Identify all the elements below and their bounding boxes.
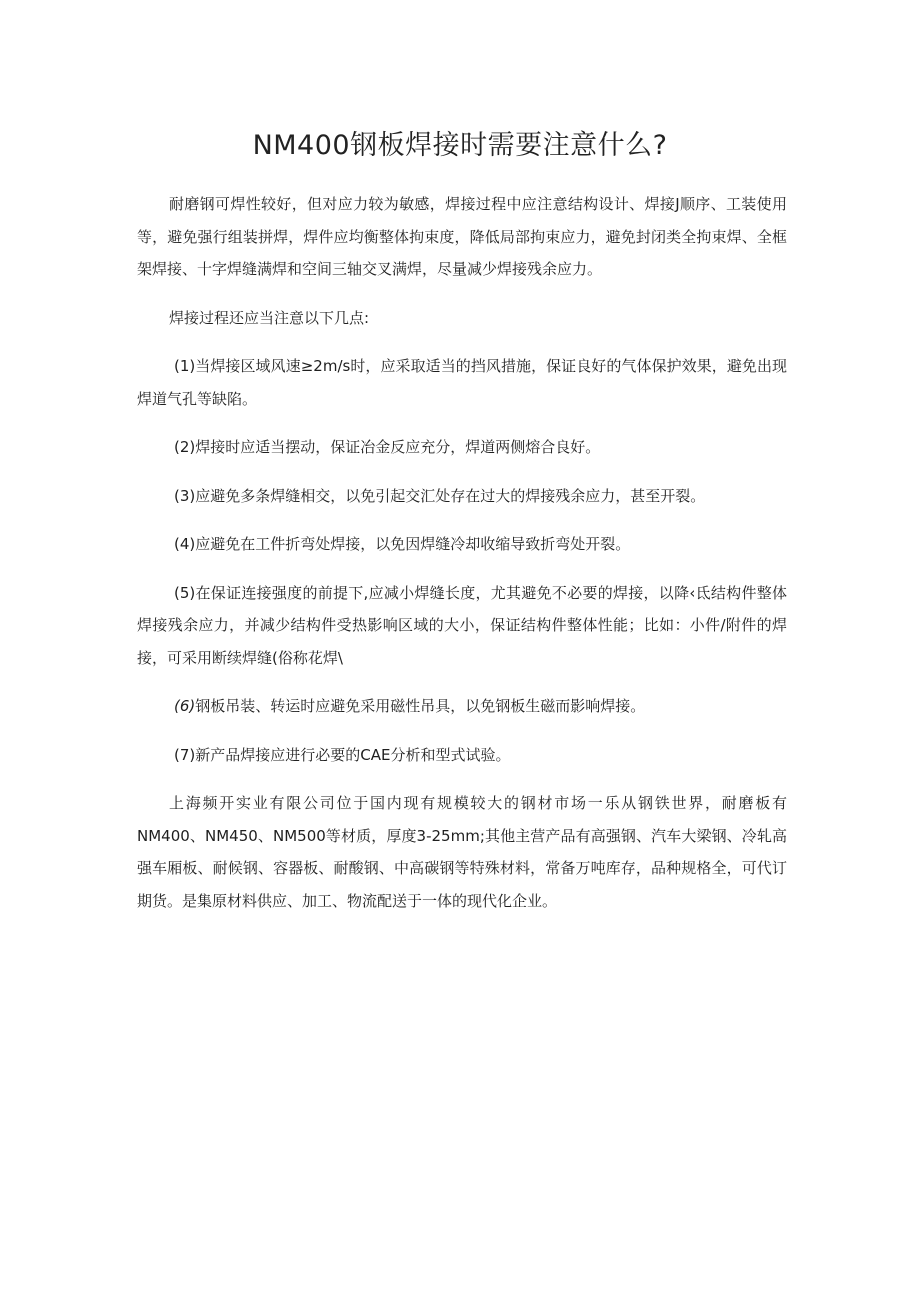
document-title: NM400钢板焊接时需要注意什么? (252, 130, 668, 161)
points-heading: 焊接过程还应当注意以下几点: (169, 308, 370, 327)
intro-paragraph: 耐磨钢可焊性较好，但对应力较为敏感，焊接过程中应注意结构设计、焊接J顺序、工装使用等，避免强行组装拼焊，焊件应均衡整体拘束度，降低局部拘束应力，避免封闭类全拘束焊、全框架焊接、十字焊缝满焊和空间三轴交叉满焊，尽量减少焊接残余应力。 (137, 195, 787, 278)
company-paragraph: 上海频开实业有限公司位于国内现有规模较大的钢材市场一乐从钢铁世界，耐磨板有NM400、NM450、NM500等材质，厚度3-25mm;其他主营产品有高强钢、汽车大梁钢、冷轧高强车厢板、耐候钢、容器板、耐酸钢、中高碳钢等特殊材料，常备万吨库存，品种规格全，可代订期货。是集原材料供应、加工、物流配送于一体的现代化企业。 (137, 794, 787, 910)
point-6 (137, 690, 787, 723)
point-6-text: 钢板吊装、转运时应避免采用磁性吊具，以免钢板生磁而影响焊接。 (195, 697, 646, 715)
point-1: (1)当焊接区域风速≥2m/s时，应采取适当的挡风措施，保证良好的气体保护效果，避免出现焊道气孔等缺陷。 (137, 357, 787, 408)
document-body (137, 188, 787, 917)
point-2: (2)焊接时应适当摆动，保证冶金反应充分，焊道两侧熔合良好。 (174, 438, 601, 456)
point-5: (5)在保证连接强度的前提下,应减小焊缝长度，尤其避免不必要的焊接，以降‹氐结构件整体焊接残余应力，并减少结构件受热影响区域的大小，保证结构件整体性能；比如：小件/附件的焊接，可采用断续焊缝(俗称花焊\ (137, 583, 787, 667)
point-3: (3)应避免多条焊缝相交，以免引起交汇处存在过大的焊接残余应力，甚至开裂。 (174, 486, 706, 505)
point-7: (7)新产品焊接应进行必要的CAE分析和型式试验。 (174, 745, 511, 764)
point-6-number: (6) (174, 697, 196, 715)
point-4: (4)应避免在工件折弯处焊接，以免因焊缝冷却收缩导致折弯处开裂。 (174, 535, 631, 553)
